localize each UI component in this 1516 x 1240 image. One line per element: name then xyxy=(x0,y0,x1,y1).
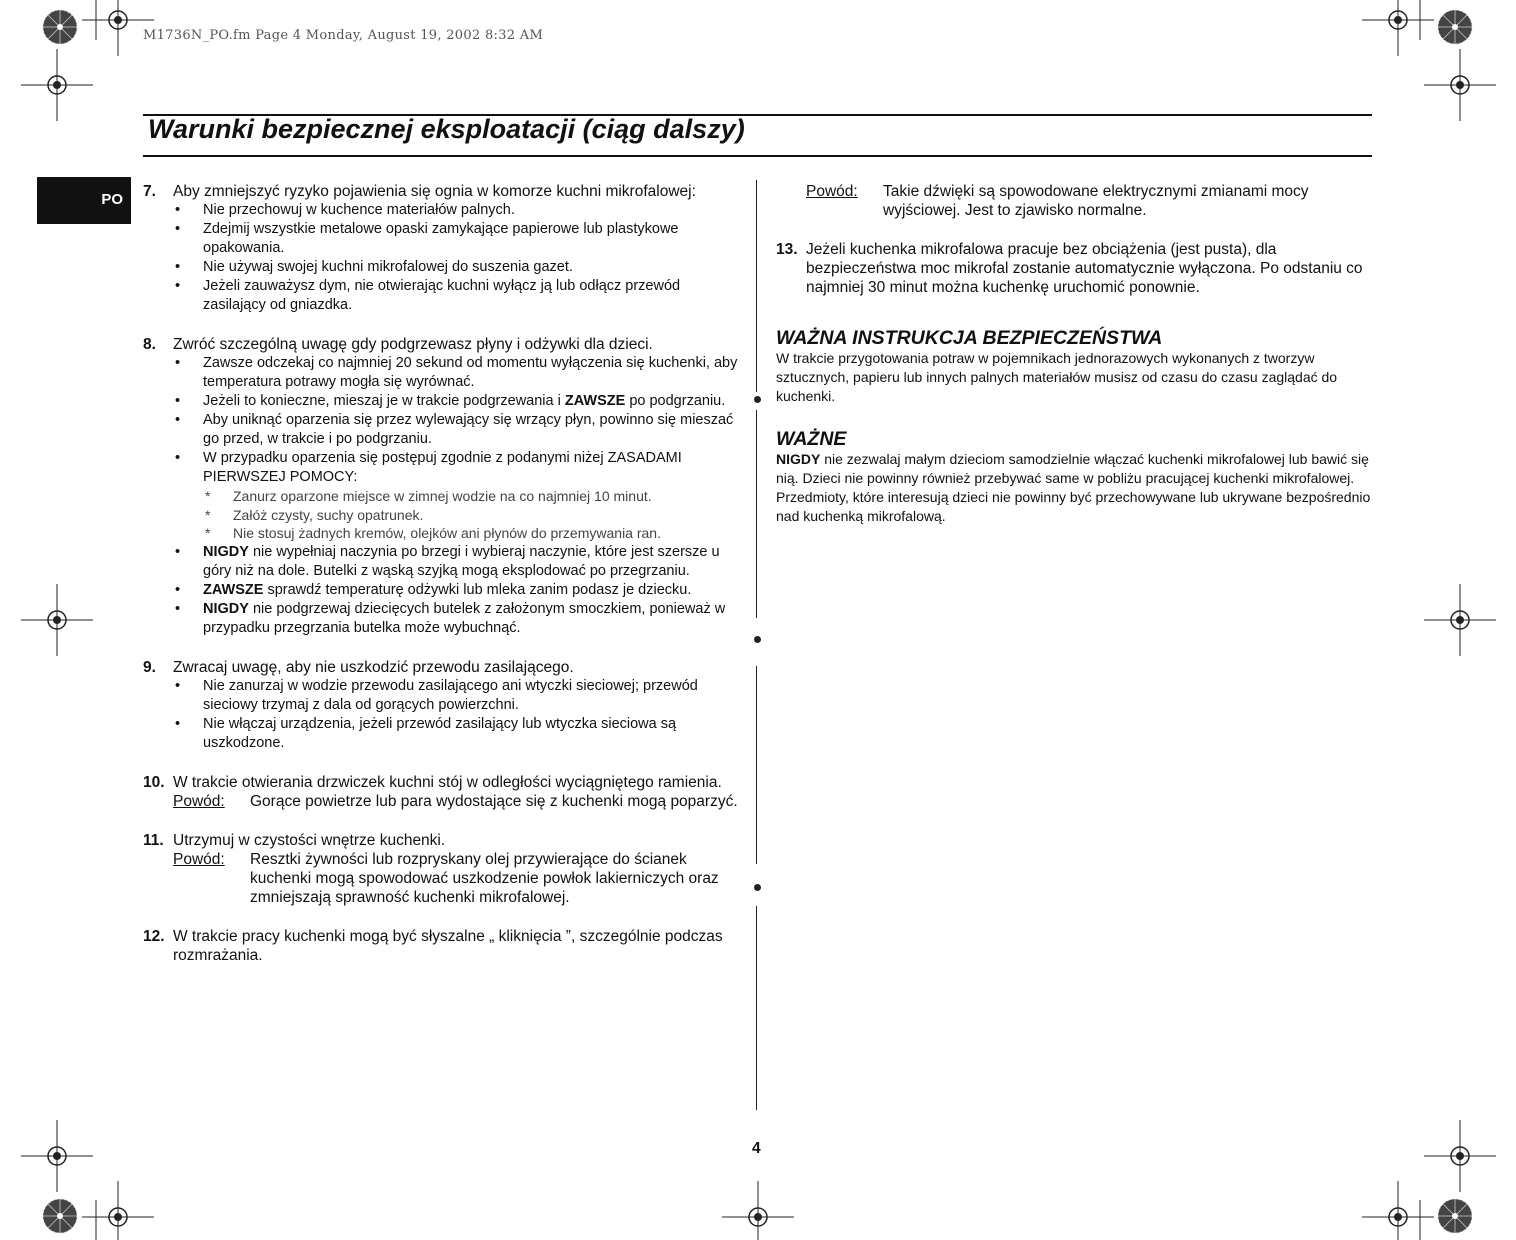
reason-text: Gorące powietrze lub para wydostające się z kuchenki mogą poparzyć. xyxy=(250,792,738,810)
item-number: 8. xyxy=(143,336,156,353)
reason-note xyxy=(173,850,743,907)
item-text: Jeżeli kuchenka mikrofalowa pracuje bez obciążenia (jest pusta), dla bezpieczeństwa moc mikrofal zostanie automatycznie wyłączona. Po odstaniu co najmniej 30 minut można kuchenkę uruchomić ponownie. xyxy=(806,241,1363,296)
bullet-item: • Jeżeli zauważysz dym, nie otwierając kuchni wyłącz ją lub odłącz przewód zasilający od gniazdka. xyxy=(175,278,681,313)
left-column xyxy=(143,182,743,985)
reason-label: Powód: xyxy=(173,792,225,810)
item-number: 11. xyxy=(143,831,164,849)
list-item-9 xyxy=(143,658,743,753)
bullet-item: • Nie używaj swojej kuchni mikrofalowej do suszenia gazet. xyxy=(175,259,573,275)
title-rule-bottom xyxy=(143,155,1372,157)
bullet-item: • NIGDY nie wypełniaj naczynia po brzegi i wybieraj naczynie, które jest szersze u góry niż na dole. Butelki z wąską szyjką mogą eksplodować po przegrzaniu. xyxy=(175,543,720,579)
bullet-item: • Jeżeli to konieczne, mieszaj je w trakcie podgrzewania i ZAWSZE po podgrzaniu. xyxy=(175,393,726,409)
important-title: WAŻNE xyxy=(776,428,847,450)
bullet-item: • NIGDY nie podgrzewaj dziecięcych butelek z założonym smoczkiem, ponieważ w przypadku przegrzania butelka może wybuchnąć. xyxy=(175,600,726,636)
divider-dot xyxy=(754,396,761,403)
item-number: 7. xyxy=(143,183,156,200)
file-header: M1736N_PO.fm Page 4 Monday, August 19, 2002 8:32 AM xyxy=(143,28,544,43)
list-item-13 xyxy=(776,240,1376,297)
bullet-item: • Nie zanurzaj w wodzie przewodu zasilającego ani wtyczki sieciowej; przewód sieciowy trzymaj z dala od gorących powierzchni. xyxy=(175,677,698,713)
safety-section xyxy=(776,327,1376,406)
reason-text: Takie dźwięki są spowodowane elektrycznymi zmianami mocy wyjściowej. Jest to zjawisko normalne. xyxy=(883,183,1309,219)
safety-body: W trakcie przygotowania potraw w pojemnikach jednorazowych wykonanych z tworzyw sztucznych, papieru lub innych palnych materiałów musisz od czasu do czasu zaglądać do kuchenki. xyxy=(776,350,1338,404)
item-number: 10. xyxy=(143,773,165,791)
divider-dot xyxy=(754,636,761,643)
column-divider xyxy=(756,906,757,1110)
important-body: NIGDY nie zezwalaj małym dzieciom samodzielnie włączać kuchenki mikrofalowej lub bawić się nią. Dzieci nie powinny również przebywać same w pobliżu pracującej kuchenki mikrofalowej. Przedmioty, które interesują dzieci nie powinny być przechowywane lub ukrywane bezpośrednio nad kuchenką mikrofalową. xyxy=(776,451,1371,524)
reason-text: Resztki żywności lub rozpryskany olej przywierające do ścianek kuchenki mogą spowodować uszkodzenie powłok lakierniczych oraz zmniejszają sprawność kuchenki mikrofalowej. xyxy=(250,850,719,906)
bullet-item: • ZAWSZE sprawdź temperaturę odżywki lub mleka zanim podasz je dziecku. xyxy=(175,581,692,598)
item-text: Utrzymuj w czystości wnętrze kuchenki. xyxy=(173,831,446,849)
column-divider xyxy=(756,180,757,392)
page-number: 4 xyxy=(752,1140,761,1157)
list-item-11 xyxy=(143,831,743,907)
right-column xyxy=(776,182,1376,526)
divider-dot xyxy=(754,884,761,891)
page-title: Warunki bezpiecznej eksploatacji (ciąg dalszy) xyxy=(148,114,745,144)
bullet-item: • W przypadku oparzenia się postępuj zgodnie z podanymi niżej ZASADAMI PIERWSZEJ POMOCY: * Zanurz oparzone miejsce w zimnej wodzie na co najmniej 10 minut. * Załóż czysty, suchy opatrunek. * Nie stosuj żadnych kremów, olejków ani płynów do przemywania ran. xyxy=(173,449,743,543)
safety-title: WAŻNA INSTRUKCJA BEZPIECZEŃSTWA xyxy=(776,327,1163,349)
first-aid-step: * Nie stosuj żadnych kremów, olejków ani płynów do przemywania ran. xyxy=(205,525,661,541)
item-12-continued xyxy=(776,182,1376,220)
list-item-12 xyxy=(143,927,743,965)
bullet-item: • Zawsze odczekaj co najmniej 20 sekund od momentu wyłączenia się kuchenki, aby temperatura potrawy mogła się wyrównać. xyxy=(175,355,738,390)
item-text: Aby zmniejszyć ryzyko pojawienia się ognia w komorze kuchni mikrofalowej: xyxy=(173,183,696,200)
item-text: W trakcie pracy kuchenki mogą być słyszalne „ kliknięcia ”, szczególnie podczas rozmrażania. xyxy=(173,927,723,964)
first-aid-step: * Załóż czysty, suchy opatrunek. xyxy=(205,506,424,523)
item-text: W trakcie otwierania drzwiczek kuchni stój w odległości wyciągniętego ramienia. xyxy=(173,773,722,791)
bullet-item: • Nie włączaj urządzenia, jeżeli przewód zasilający lub wtyczka sieciowa są uszkodzone. xyxy=(175,715,677,751)
item-text: Zwróć szczególną uwagę gdy podgrzewasz płyny i odżywki dla dzieci. xyxy=(173,336,653,353)
reason-note xyxy=(173,792,743,811)
language-tab: PO xyxy=(37,177,131,224)
reason-note xyxy=(806,182,1376,220)
bullet-item: • Aby uniknąć oparzenia się przez wylewający się wrzący płyn, powinno się mieszać go przed, w trakcie i po podgrzaniu. xyxy=(175,412,734,447)
item-text: Zwracaj uwagę, aby nie uszkodzić przewodu zasilającego. xyxy=(173,658,574,676)
item-number: 9. xyxy=(143,658,156,676)
item-number: 12. xyxy=(143,927,165,945)
list-item-7 xyxy=(143,182,743,315)
reason-label: Powód: xyxy=(806,183,858,200)
column-divider xyxy=(756,410,757,618)
list-item-8 xyxy=(143,335,743,638)
bullet-item: • Nie przechowuj w kuchence materiałów palnych. xyxy=(175,202,515,218)
list-item-10 xyxy=(143,773,743,811)
bullet-item: • Zdejmij wszystkie metalowe opaski zamykające papierowe lub plastykowe opakowania. xyxy=(175,221,679,256)
reason-label: Powód: xyxy=(173,850,225,868)
column-divider xyxy=(756,666,757,864)
item-number: 13. xyxy=(776,241,798,258)
first-aid-step: * Zanurz oparzone miejsce w zimnej wodzie na co najmniej 10 minut. xyxy=(205,488,652,504)
important-section xyxy=(776,428,1376,526)
